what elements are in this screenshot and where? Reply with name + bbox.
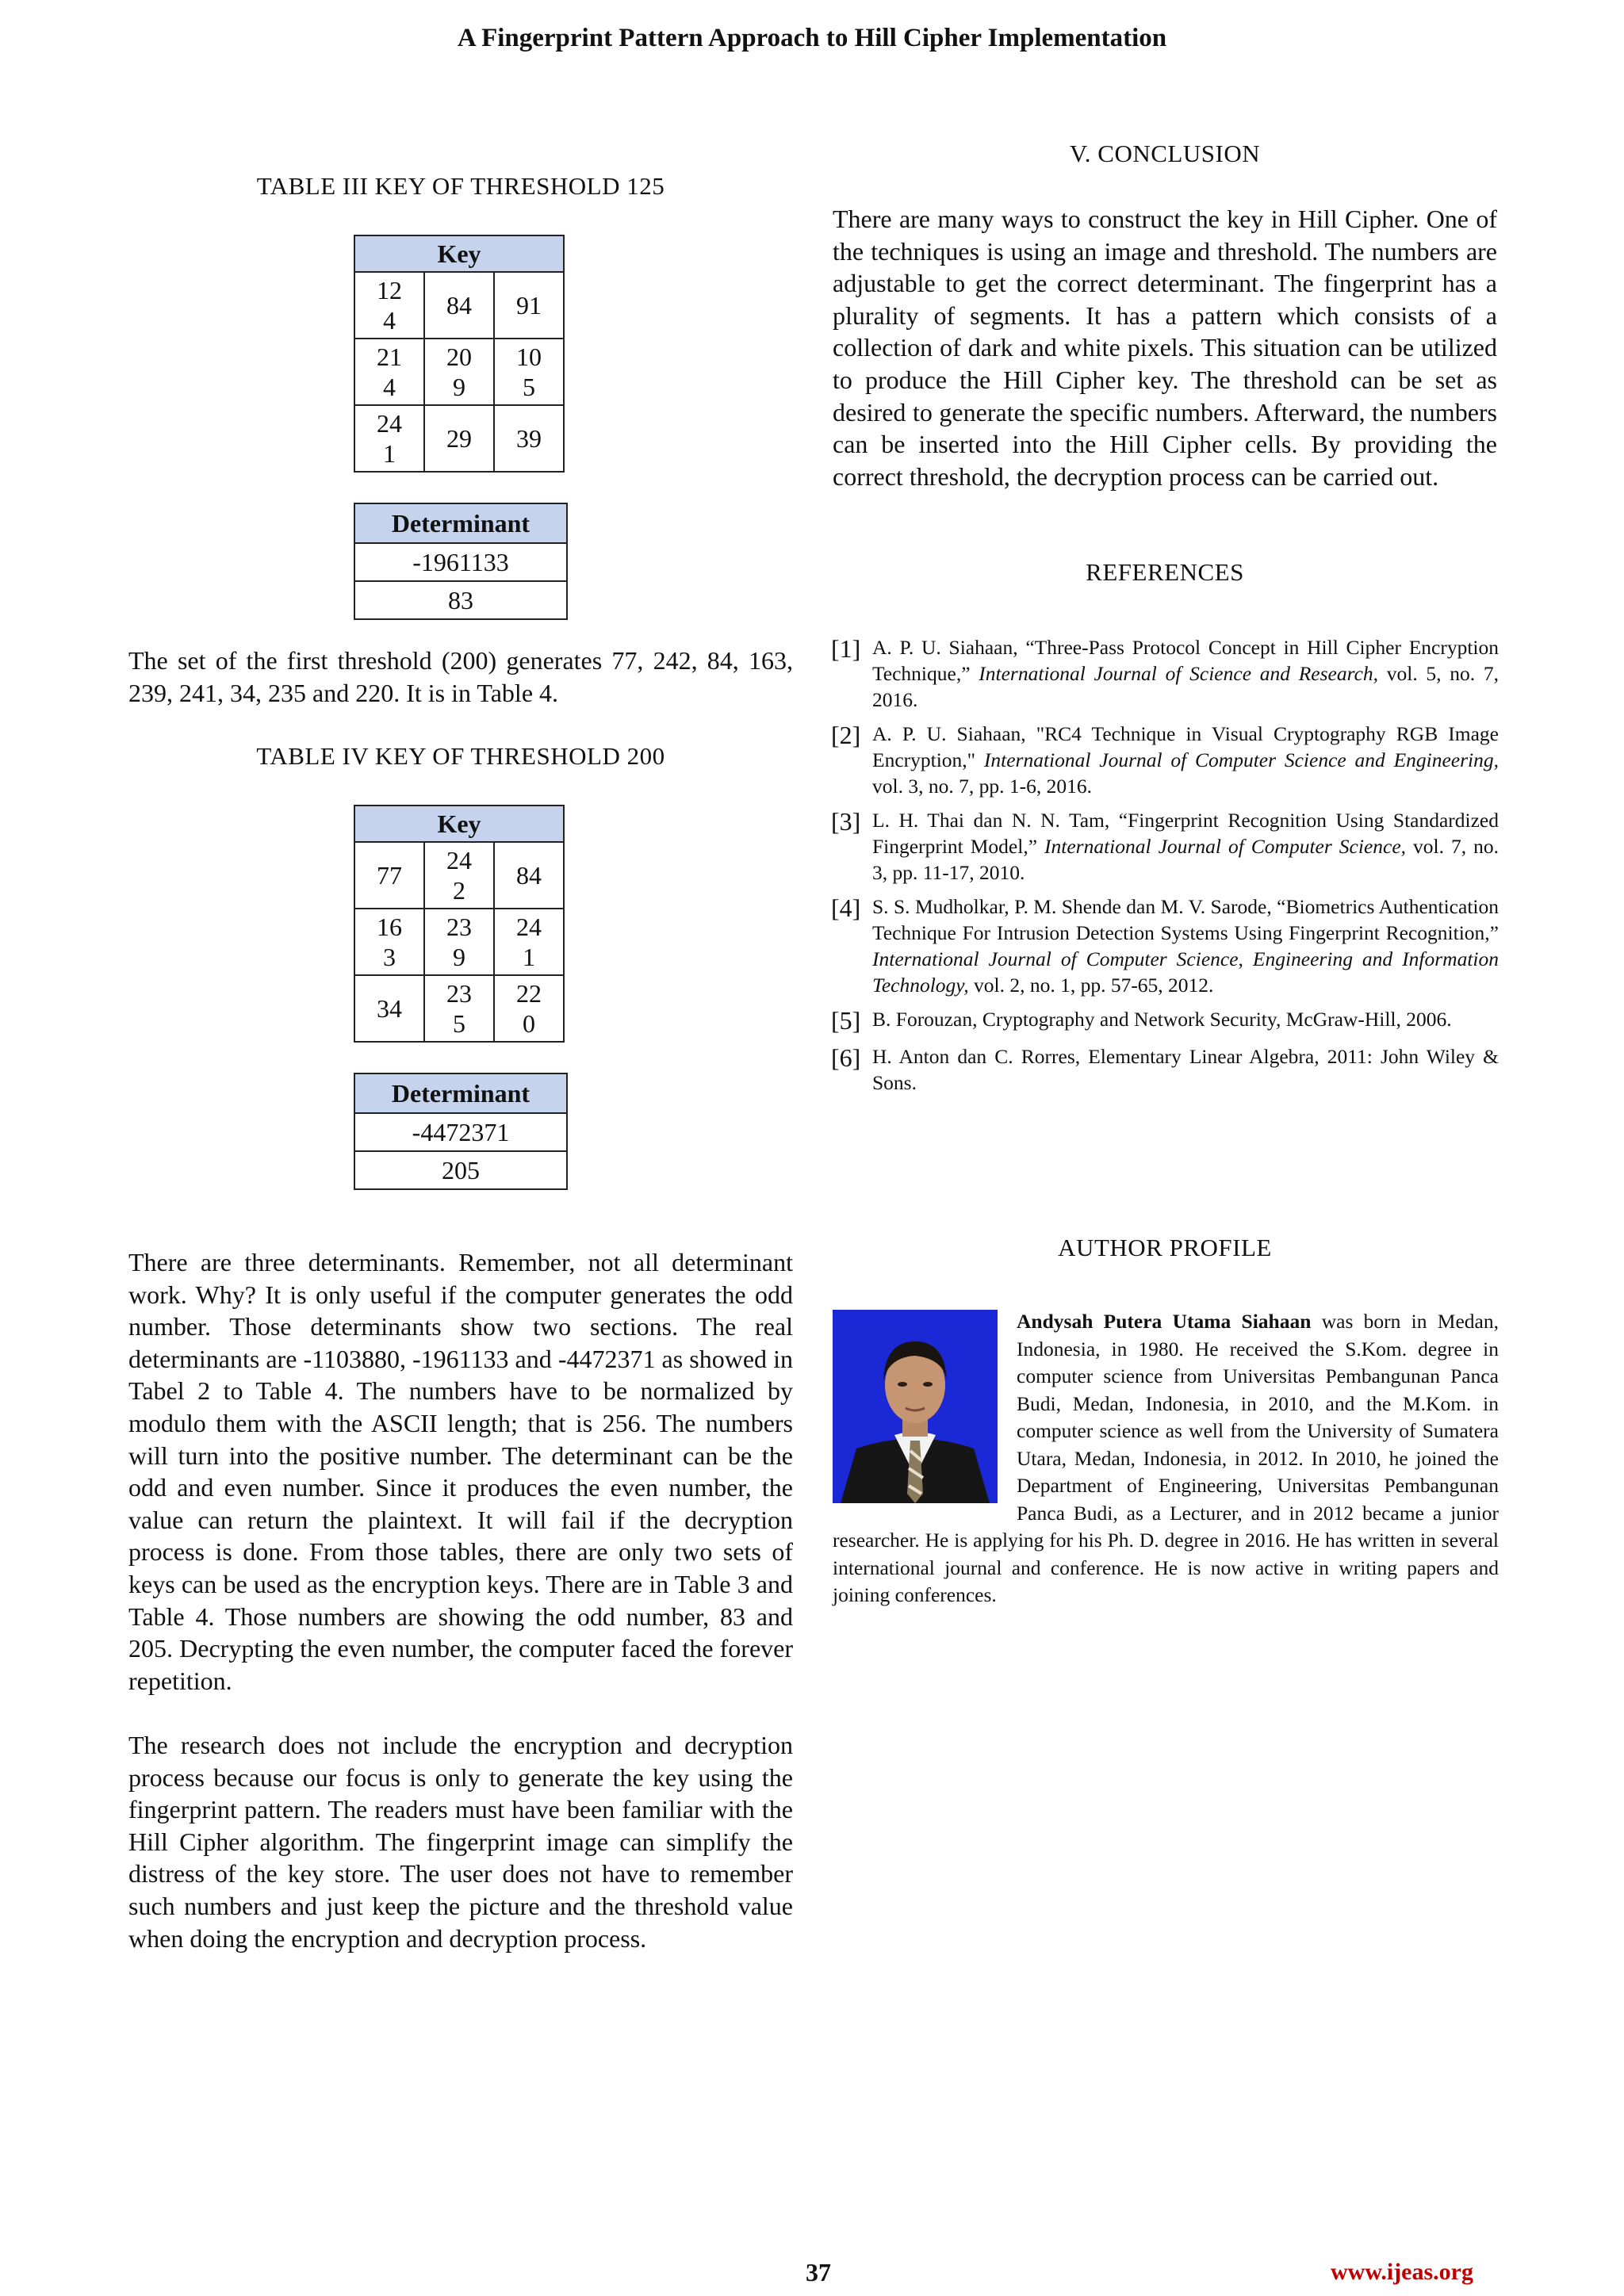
table4-cell: 16 3 xyxy=(354,909,424,975)
table3-cell: 21 4 xyxy=(354,339,424,405)
table4-det-value: -4472371 xyxy=(354,1113,567,1151)
author-name: Andysah Putera Utama Siahaan xyxy=(1017,1310,1312,1333)
table4-key xyxy=(354,805,565,1043)
reference-number: [5] xyxy=(831,1006,861,1035)
reference-text-journal: International Journal of Science and Research, xyxy=(979,662,1379,685)
table3-cell: 24 1 xyxy=(354,405,424,472)
author-profile-heading xyxy=(833,1234,1497,1262)
references-heading xyxy=(833,558,1497,587)
table4-cell: 34 xyxy=(354,975,424,1042)
reference-text-journal: International Journal of Computer Science, xyxy=(1044,835,1407,858)
table3-cell: 84 xyxy=(424,272,494,339)
reference-item xyxy=(831,807,1499,886)
table3-key xyxy=(354,235,565,473)
author-profile-heading-text: AUTHOR PROFILE xyxy=(1058,1234,1272,1261)
table3-cell: 91 xyxy=(494,272,564,339)
table4-cell: 77 xyxy=(354,842,424,909)
table3-cell: 12 4 xyxy=(354,272,424,339)
table3-caption-text: TABLE III KEY OF THRESHOLD 125 xyxy=(256,172,665,200)
reference-number: [3] xyxy=(831,807,861,836)
reference-text xyxy=(872,721,1499,799)
conclusion-heading-text: V. CONCLUSION xyxy=(1069,140,1261,167)
table3-cell: 20 9 xyxy=(424,339,494,405)
references-list xyxy=(831,634,1499,1104)
reference-item xyxy=(831,634,1499,713)
author-bio-text: was born in Medan, Indonesia, in 1980. He received the S.Kom. degree in computer science from Universitas Pembangunan Panca Budi, Medan, Indonesia, in 2010, and the M.Kom. in computer science as well from the University of Sumatera Utara, Medan, Indonesia, in 2012. In 2010, he joined the Department of Engineering, Universitas Pembangunan Panca Budi, as a Lecturer, and in 2012 became a junior researcher. He is applying for his Ph. D. degree in 2016. He has written in several international journal and conference. He is now active in writing papers and joining conferences. xyxy=(833,1310,1499,1606)
table4-caption-text: TABLE IV KEY OF THRESHOLD 200 xyxy=(256,742,665,770)
reference-text-details: vol. 7, no. 3, pp. 11-17, 2010. xyxy=(872,835,1500,884)
table3-caption xyxy=(128,172,793,201)
reference-text-details: vol. 5, no. 7, 2016. xyxy=(872,662,1499,711)
reference-text: B. Forouzan, Cryptography and Network Security, McGraw-Hill, 2006. xyxy=(872,1008,1452,1031)
table3-det-header: Determinant xyxy=(354,503,567,543)
table4-det-header: Determinant xyxy=(354,1073,567,1113)
reference-item xyxy=(831,1043,1499,1096)
reference-number: [6] xyxy=(831,1043,861,1072)
paragraph-research-scope: The research does not include the encryption and decryption process because our focus is only to generate the key using the fingerprint pattern. The readers must have been familiar with the Hill Cipher algorithm. The fingerprint image can simplify the distress of the key store. The user does not have to remember such numbers and just keep the picture and the threshold value when doing the encryption and decryption process. xyxy=(128,1731,793,1953)
table4-cell: 23 5 xyxy=(424,975,494,1042)
table4-caption xyxy=(128,742,793,771)
table3-cell: 39 xyxy=(494,405,564,472)
paragraph-determinants: There are three determinants. Remember, not all determinant work. Why? It is only useful if the computer generates the odd number. Those determinants show two sections. The real determinants are -1103880, -1961133 and -4472371 as showed in Tabel 2 to Table 4. The numbers have to be normalized by modulo them with the ASCII length; that is 256. The numbers will turn into the positive number. The determinant can be the odd and even number. Since it produces the even number, the value can return the plaintext. It will fail if the decryption process is done. From those tables, there are only two sets of keys can be used as the encryption keys. There are in Table 3 and Table 4. Those numbers are showing the odd number, 83 and 205. Decrypting the even number, the computer faced the forever repetition. xyxy=(128,1248,793,1695)
reference-number: [1] xyxy=(831,634,861,663)
reference-text-plain: A. P. U. Siahaan, “Three-Pass Protocol Concept in Hill Cipher Encryption Technique,” xyxy=(872,636,1499,685)
conclusion-heading xyxy=(833,140,1497,168)
reference-text-details: vol. 2, no. 1, pp. 57-65, 2012. xyxy=(968,974,1214,997)
table3-det-mod: 83 xyxy=(354,581,567,619)
reference-text-details: vol. 3, no. 7, pp. 1-6, 2016. xyxy=(872,775,1092,798)
reference-text xyxy=(872,807,1499,886)
table3-determinant xyxy=(354,503,568,620)
table4-cell: 84 xyxy=(494,842,564,909)
table3-key-header: Key xyxy=(354,235,564,272)
paragraph-threshold-200: The set of the first threshold (200) generates 77, 242, 84, 163, 239, 241, 34, 235 and 220. It is in Table 4. xyxy=(128,646,793,707)
reference-item xyxy=(831,721,1499,799)
reference-number: [4] xyxy=(831,894,861,922)
table4-cell: 24 2 xyxy=(424,842,494,909)
reference-text-journal: International Journal of Computer Science, Engineering and Information Technology, xyxy=(872,947,1499,997)
reference-text: H. Anton dan C. Rorres, Elementary Linear Algebra, 2011: John Wiley & Sons. xyxy=(872,1045,1499,1094)
table3-cell: 29 xyxy=(424,405,494,472)
conclusion-paragraph: There are many ways to construct the key in Hill Cipher. One of the techniques is using an image and threshold. The numbers are adjustable to get the correct determinant. The fingerprint has a plurality of segments. It has a pattern which consists of a collection of dark and white pixels. This situation can be utilized to produce the Hill Cipher key. The threshold can be set as desired to generate the specific numbers. Afterward, the numbers can be inserted into the Hill Cipher cells. By providing the correct threshold, the decryption process can be carried out. xyxy=(833,205,1497,491)
table4-key-header: Key xyxy=(354,806,564,842)
journal-url[interactable]: www.ijeas.org xyxy=(1331,2259,1473,2285)
reference-text xyxy=(872,894,1499,998)
table4-det-mod: 205 xyxy=(354,1151,567,1189)
references-heading-text: REFERENCES xyxy=(1086,558,1244,586)
table4-cell: 23 9 xyxy=(424,909,494,975)
reference-text xyxy=(872,634,1499,713)
table4-cell: 22 0 xyxy=(494,975,564,1042)
table4-cell: 24 1 xyxy=(494,909,564,975)
reference-text-plain: L. H. Thai dan N. N. Tam, “Fingerprint Recognition Using Standardized Fingerprint Model,” xyxy=(872,809,1499,858)
running-header: A Fingerprint Pattern Approach to Hill Cipher Implementation xyxy=(457,24,1167,52)
table4-determinant xyxy=(354,1073,568,1190)
reference-number: [2] xyxy=(831,721,861,749)
author-bio xyxy=(833,1308,1499,1609)
reference-item xyxy=(831,1006,1499,1035)
photo-float-spacer xyxy=(833,1308,1017,1508)
page-number: 37 xyxy=(806,2258,831,2286)
reference-text-journal: International Journal of Computer Science and Engineering, xyxy=(983,748,1499,771)
reference-item xyxy=(831,894,1499,998)
table3-cell: 10 5 xyxy=(494,339,564,405)
reference-text-plain: A. P. U. Siahaan, "RC4 Technique in Visual Cryptography RGB Image Encryption," xyxy=(872,722,1499,771)
reference-text-plain: S. S. Mudholkar, P. M. Shende dan M. V. Sarode, “Biometrics Authentication Technique For Intrusion Detection Systems Using Fingerprint Recognition,” xyxy=(872,895,1499,944)
table3-det-value: -1961133 xyxy=(354,543,567,581)
